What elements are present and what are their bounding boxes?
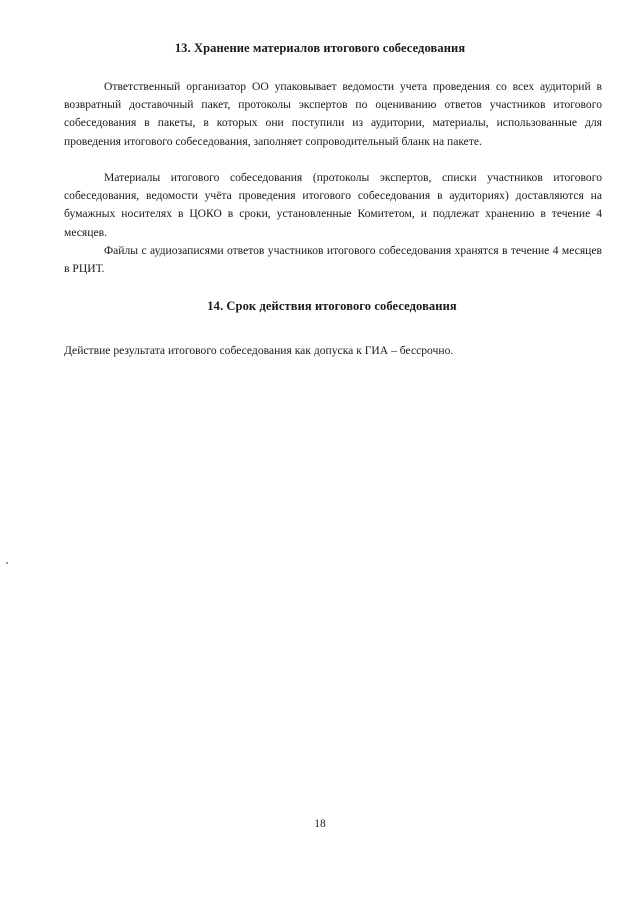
section-14-heading: 14. Срок действия итогового собеседования xyxy=(207,299,457,313)
scan-speck xyxy=(6,562,8,564)
page-number: 18 xyxy=(314,818,326,830)
section-14-paragraph: Действие результата итогового собеседования как допуска к ГИА – бессрочно. xyxy=(64,344,454,357)
section-13-paragraph-1: Ответственный организатор ОО упаковывает ведомости учета проведения со всех аудиторий в возвратный доставочный пакет, протоколы экспертов по оцениванию ответов участников итогового собеседования в пакеты, в которых они поступили из аудитории, материалы, использованные для проведения итогового собеседования, заполняет сопроводительный бланк на пакете. xyxy=(64,80,602,148)
section-13-paragraph-2: Материалы итогового собеседования (протоколы экспертов, списки участников итогового собеседования, ведомости учёта проведения итогового собеседования в аудиториях) доставляются на бумажных носителях в ЦОКО в сроки, установленные Комитетом, и подлежат хранению в течение 4 месяцев. xyxy=(64,171,602,239)
section-13-paragraph-3: Файлы с аудиозаписями ответов участников итогового собеседования хранятся в течение 4 месяцев в РЦИТ. xyxy=(64,244,602,276)
section-13-heading: 13. Хранение материалов итогового собеседования xyxy=(174,41,466,55)
